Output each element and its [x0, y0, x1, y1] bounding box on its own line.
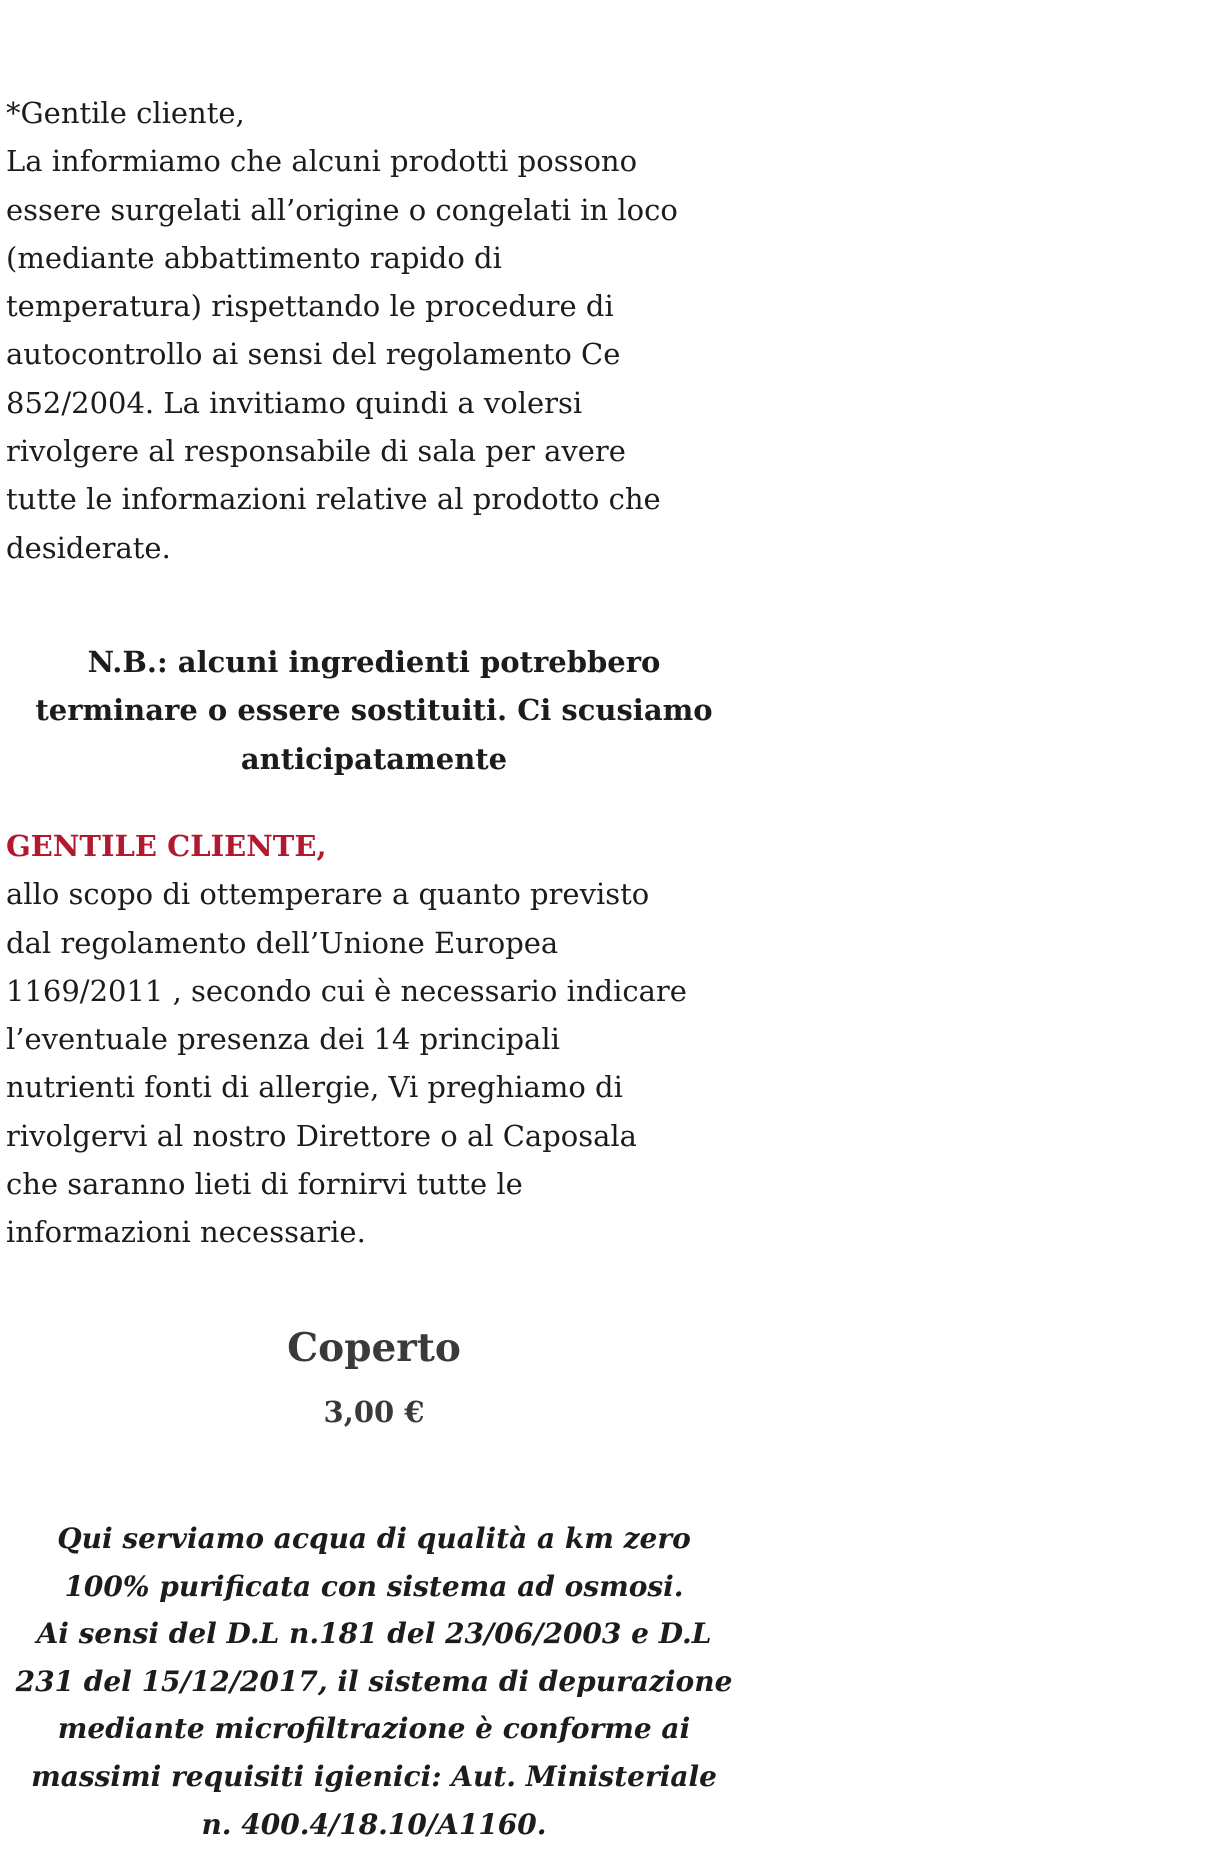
coperto-title: Coperto — [287, 1325, 461, 1371]
water-line: 100% purificata con sistema ad osmosi. — [64, 1569, 684, 1603]
nb-ingredients-note — [0, 638, 748, 783]
notice-line: essere surgelati all’origine o congelati in loco — [6, 192, 678, 227]
nb-line: anticipatamente — [240, 741, 508, 776]
allergen-line: informazioni necessarie. — [6, 1215, 366, 1250]
notice-line: desiderate. — [6, 530, 171, 565]
allergen-line: 1169/2011 , secondo cui è necessario indicare — [6, 973, 687, 1008]
notice-line: 852/2004. La invitiamo quindi a volersi — [6, 385, 583, 420]
water-line: mediante microfiltrazione è conforme ai — [57, 1712, 691, 1746]
coperto-price: 3,00 € — [323, 1395, 425, 1429]
notice-line: *Gentile cliente, — [6, 96, 245, 130]
water-line: Ai sensi del D.L n.181 del 23/06/2003 e D.L — [36, 1617, 712, 1651]
allergen-heading: GENTILE CLIENTE, — [6, 829, 327, 863]
water-line: 231 del 15/12/2017, il sistema di depurazione — [15, 1664, 733, 1698]
allergen-line: nutrienti fonti di allergie, Vi preghiamo di — [6, 1070, 623, 1105]
allergen-line: dal regolamento dell’Unione Europea — [6, 925, 559, 960]
notice-line: La informiamo che alcuni prodotti possono — [6, 144, 638, 179]
allergen-line: l’eventuale presenza dei 14 principali — [6, 1022, 560, 1057]
nb-line: terminare o essere sostituiti. Ci scusiamo — [35, 693, 713, 728]
notice-line: autocontrollo ai sensi del regolamento Ce — [6, 337, 621, 372]
allergen-notice — [6, 822, 746, 1257]
water-quality-notice — [0, 1515, 748, 1848]
notice-line: (mediante abbattimento rapido di — [6, 240, 502, 275]
allergen-line: rivolgervi al nostro Direttore o al Caposala — [6, 1118, 637, 1153]
water-line: Qui serviamo acqua di qualità a km zero — [57, 1522, 691, 1555]
allergen-line: che saranno lieti di fornirvi tutte le — [6, 1167, 523, 1202]
water-line: n. 400.4/18.10/A1160. — [201, 1807, 547, 1841]
allergen-line: allo scopo di ottemperare a quanto previsto — [6, 877, 650, 912]
frozen-products-notice — [6, 89, 746, 572]
nb-line: N.B.: alcuni ingredienti potrebbero — [87, 645, 661, 679]
notice-line: temperatura) rispettando le procedure di — [6, 289, 614, 324]
water-line: massimi requisiti igienici: Aut. Ministeriale — [31, 1759, 717, 1793]
notice-line: tutte le informazioni relative al prodotto che — [6, 482, 661, 517]
notice-line: rivolgere al responsabile di sala per avere — [6, 434, 626, 469]
